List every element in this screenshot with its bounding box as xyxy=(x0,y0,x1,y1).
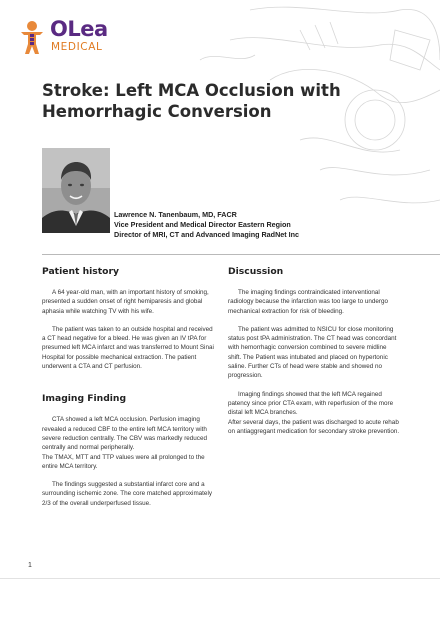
human-figure-icon xyxy=(18,20,46,56)
imaging-finding-paragraph-2: The TMAX, MTT and TTP values were all prolonged to the entire MCA territory. xyxy=(42,453,205,470)
heading-imaging-finding: Imaging Finding xyxy=(42,393,127,405)
author-portrait-icon xyxy=(42,148,110,233)
patient-history-paragraph-2: The patient was taken to an outside hospital and received a CT head negative for a bleed. He was given an IV tPA for presumed left MCA infarct and was transferred to Mount Sinai Hospital for possible mechanical extraction. The patient underwent a CTA and CT perfusion. xyxy=(42,325,214,371)
discussion-paragraph-1: The imaging findings contraindicated interventional radiology because the infarction was too large to undergo mechanical extraction for risk of bleeding. xyxy=(228,289,388,315)
discussion-paragraph-4: After several days, the patient was discharged to acute rehab on antiaggregant medication for secondary stroke prevention. xyxy=(228,418,400,435)
brand-logo xyxy=(18,16,128,58)
page-title: Stroke: Left MCA Occlusion with Hemorrhagic Conversion xyxy=(42,81,341,121)
author-name: Lawrence N. Tanenbaum, MD, FACR xyxy=(114,210,237,219)
brand-subtitle: MEDICAL xyxy=(51,41,103,53)
imaging-finding-paragraph-3: The findings suggested a substantial infarct core and a surrounding ischemic zone. The core matched approximately 2/3 of the overall underperfused tissue. xyxy=(42,481,212,507)
author-role-2: Director of MRI, CT and Advanced Imaging RadNet Inc xyxy=(114,230,300,239)
patient-history-paragraph-1: A 64 year-old man, with an important history of smoking, presented a sudden onset of right hemiparesis and global aphasia while watching TV with his wife. xyxy=(42,289,209,315)
section-divider xyxy=(42,254,440,255)
discussion-paragraph-3: Imaging findings showed that the left MCA regained patency since prior CTA exam, with reperfusion of the more distal left MCA branches. xyxy=(228,390,394,417)
footer-divider xyxy=(0,578,440,579)
left-column xyxy=(42,262,214,517)
author-role-1: Vice President and Medical Director Eastern Region xyxy=(114,220,291,229)
heading-discussion: Discussion xyxy=(228,266,284,277)
page-number: 1 xyxy=(28,562,32,569)
brand-name: OLea xyxy=(50,17,108,41)
imaging-finding-paragraph-1: CTA showed a left MCA occlusion. Perfusion imaging revealed a reduced CBF to the entire left MCA territory with severe reduction centrally. The CBV was markedly reduced centrally and normal peripherally. xyxy=(42,416,207,452)
discussion-paragraph-2: The patient was admitted to NSICU for close monitoring status post tPA administration. The CT head was concordant with hemorrhagic conversion combined to severe midline shift. The Patient was intubated and placed on hypertonic saline. Further CTs of head were stable and showed no progression. xyxy=(228,325,397,380)
author-block xyxy=(114,210,434,240)
heading-patient-history: Patient history xyxy=(42,266,119,277)
right-column xyxy=(228,262,400,445)
